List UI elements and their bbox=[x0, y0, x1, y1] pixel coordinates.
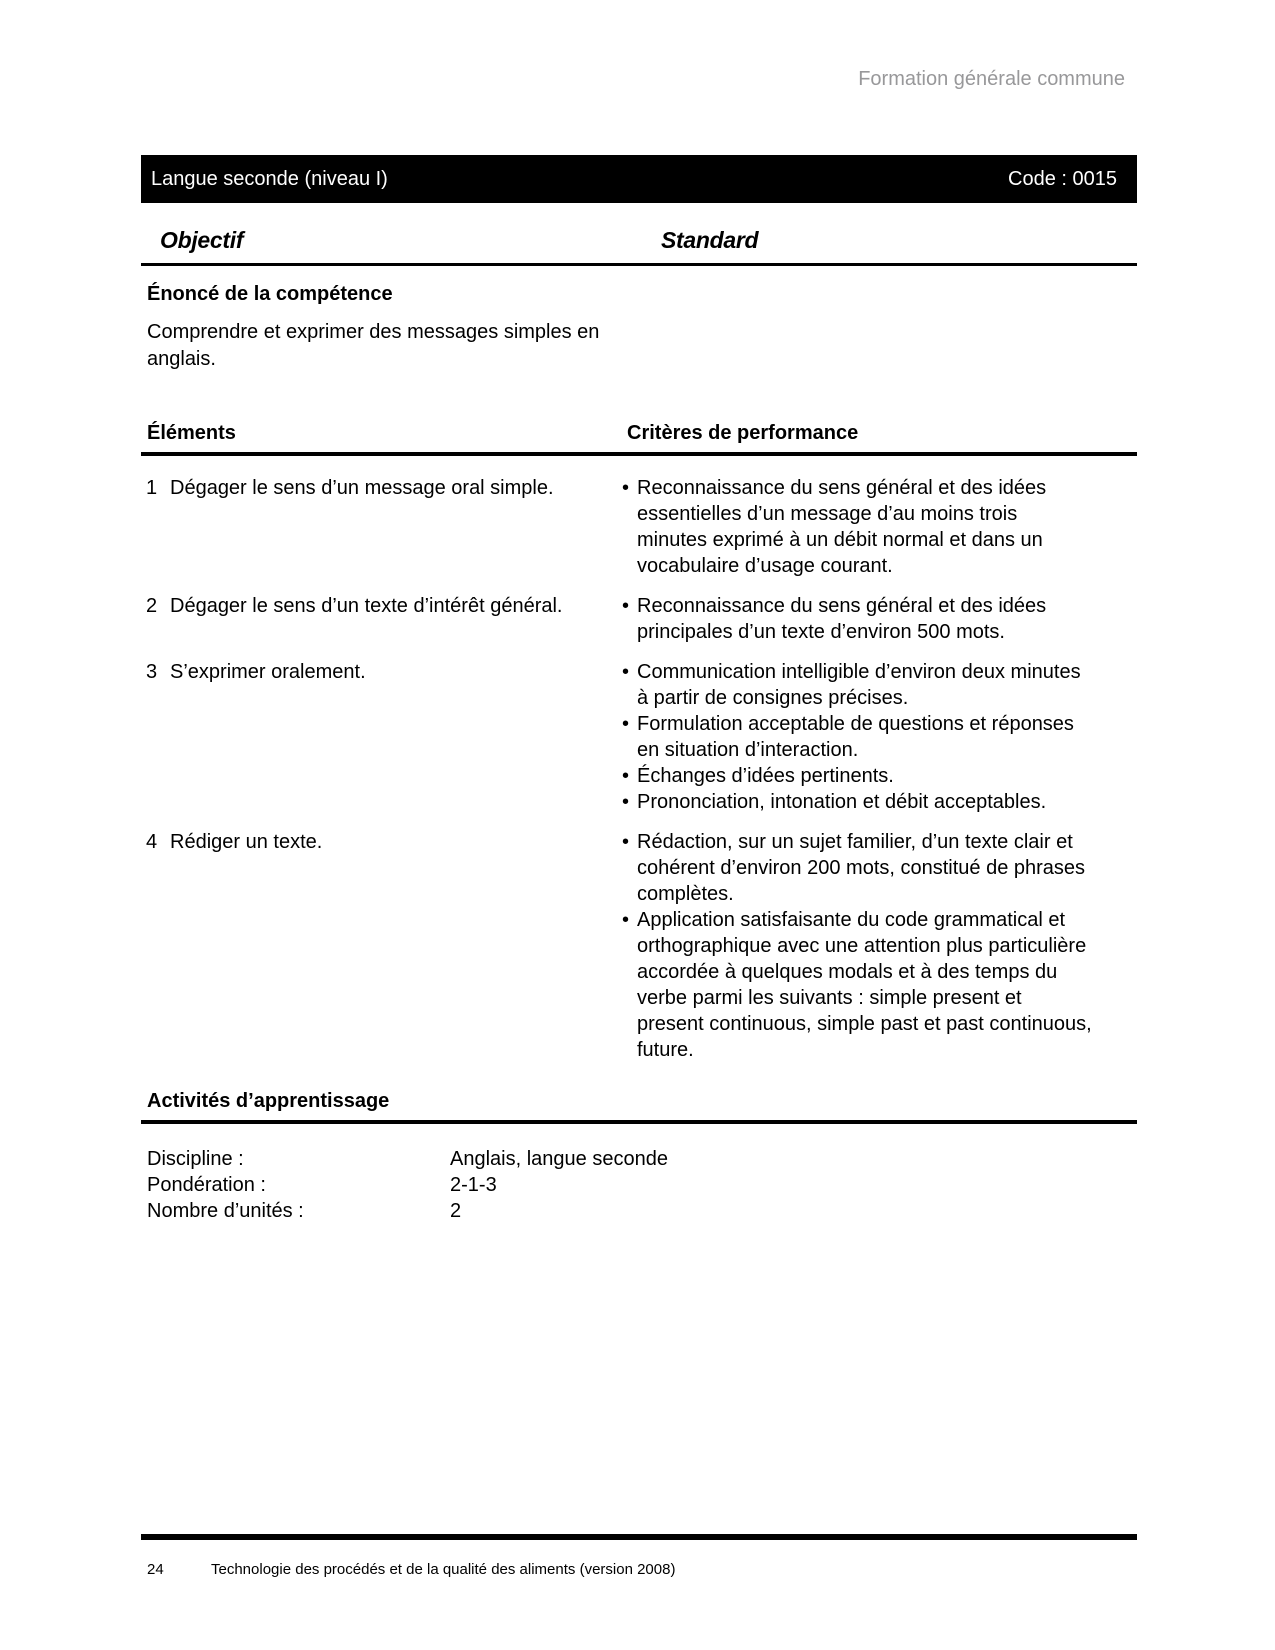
activities-heading: Activités d’apprentissage bbox=[141, 1090, 1137, 1124]
info-label: Discipline : bbox=[147, 1148, 244, 1170]
criteria-list bbox=[622, 659, 1137, 815]
criteria-list bbox=[622, 593, 1137, 645]
footer-text: Technologie des procédés et de la qualité des aliments (version 2008) bbox=[211, 1561, 676, 1578]
criteria-item: • Prononciation, intonation et débit acceptables. bbox=[622, 789, 1092, 815]
table-row bbox=[141, 659, 1137, 815]
info-value: 2 bbox=[450, 1200, 462, 1222]
footer-rule bbox=[141, 1534, 1137, 1540]
criteria-item: • Reconnaissance du sens général et des idées principales d’un texte d’environ 500 mots. bbox=[622, 593, 1092, 645]
element-text: S’exprimer oralement. bbox=[170, 661, 366, 683]
objectif-standard-header bbox=[141, 227, 1137, 266]
element-text: Dégager le sens d’un texte d’intérêt général. bbox=[170, 595, 563, 617]
table-row bbox=[141, 593, 1137, 645]
info-row bbox=[141, 1172, 1137, 1198]
info-value: Anglais, langue seconde bbox=[450, 1148, 668, 1170]
element-number: 2 bbox=[146, 595, 158, 617]
info-row bbox=[141, 1198, 1137, 1224]
course-title-bar bbox=[141, 155, 1137, 203]
criteria-item: • Rédaction, sur un sujet familier, d’un texte clair et cohérent d’environ 200 mots, constitué de phrases complètes. bbox=[622, 829, 1092, 907]
criteria-item: • Communication intelligible d’environ deux minutes à partir de consignes précises. bbox=[622, 659, 1092, 711]
standard-heading: Standard bbox=[661, 227, 759, 253]
competence-heading: Énoncé de la compétence bbox=[147, 283, 393, 305]
criteria-item: • Formulation acceptable de questions et réponses en situation d’interaction. bbox=[622, 711, 1092, 763]
criteria-header: Critères de performance bbox=[627, 422, 859, 444]
element-text: Dégager le sens d’un message oral simple. bbox=[170, 477, 554, 499]
course-title: Langue seconde (niveau I) bbox=[151, 167, 388, 190]
criteria-list bbox=[622, 829, 1137, 1063]
course-code: Code : 0015 bbox=[1008, 167, 1117, 190]
table-row bbox=[141, 475, 1137, 579]
info-label: Nombre d’unités : bbox=[147, 1200, 304, 1222]
element-text: Rédiger un texte. bbox=[170, 831, 323, 853]
info-label: Pondération : bbox=[147, 1174, 266, 1196]
header-note: Formation générale commune bbox=[858, 68, 1125, 90]
competence-statement: Comprendre et exprimer des messages simples en anglais. bbox=[147, 321, 600, 370]
criteria-list bbox=[622, 475, 1137, 579]
element-number: 1 bbox=[146, 477, 158, 499]
criteria-item: • Échanges d’idées pertinents. bbox=[622, 763, 1092, 789]
elements-criteria-header-row bbox=[141, 422, 1137, 456]
objectif-heading: Objectif bbox=[160, 227, 244, 253]
page-content bbox=[141, 0, 1137, 1224]
info-row bbox=[141, 1146, 1137, 1172]
element-number: 4 bbox=[146, 831, 158, 853]
element-number: 3 bbox=[146, 661, 158, 683]
elements-header: Éléments bbox=[147, 422, 236, 444]
page-number: 24 bbox=[147, 1561, 164, 1578]
page-footer bbox=[141, 1534, 1137, 1579]
criteria-item: • Application satisfaisante du code grammatical et orthographique avec une attention plus particulière accordée à quelques modals et à des temps du verbe parmi les suivants : simple present et present continuous, simple past et past continuous, future. bbox=[622, 907, 1092, 1063]
table-row bbox=[141, 829, 1137, 1063]
criteria-item: • Reconnaissance du sens général et des idées essentielles d’un message d’au moins trois minutes exprimé à un débit normal et dans un vocabulaire d’usage courant. bbox=[622, 475, 1092, 579]
activities-info bbox=[141, 1146, 1137, 1224]
info-value: 2-1-3 bbox=[450, 1174, 497, 1196]
elements-table bbox=[141, 475, 1137, 1063]
